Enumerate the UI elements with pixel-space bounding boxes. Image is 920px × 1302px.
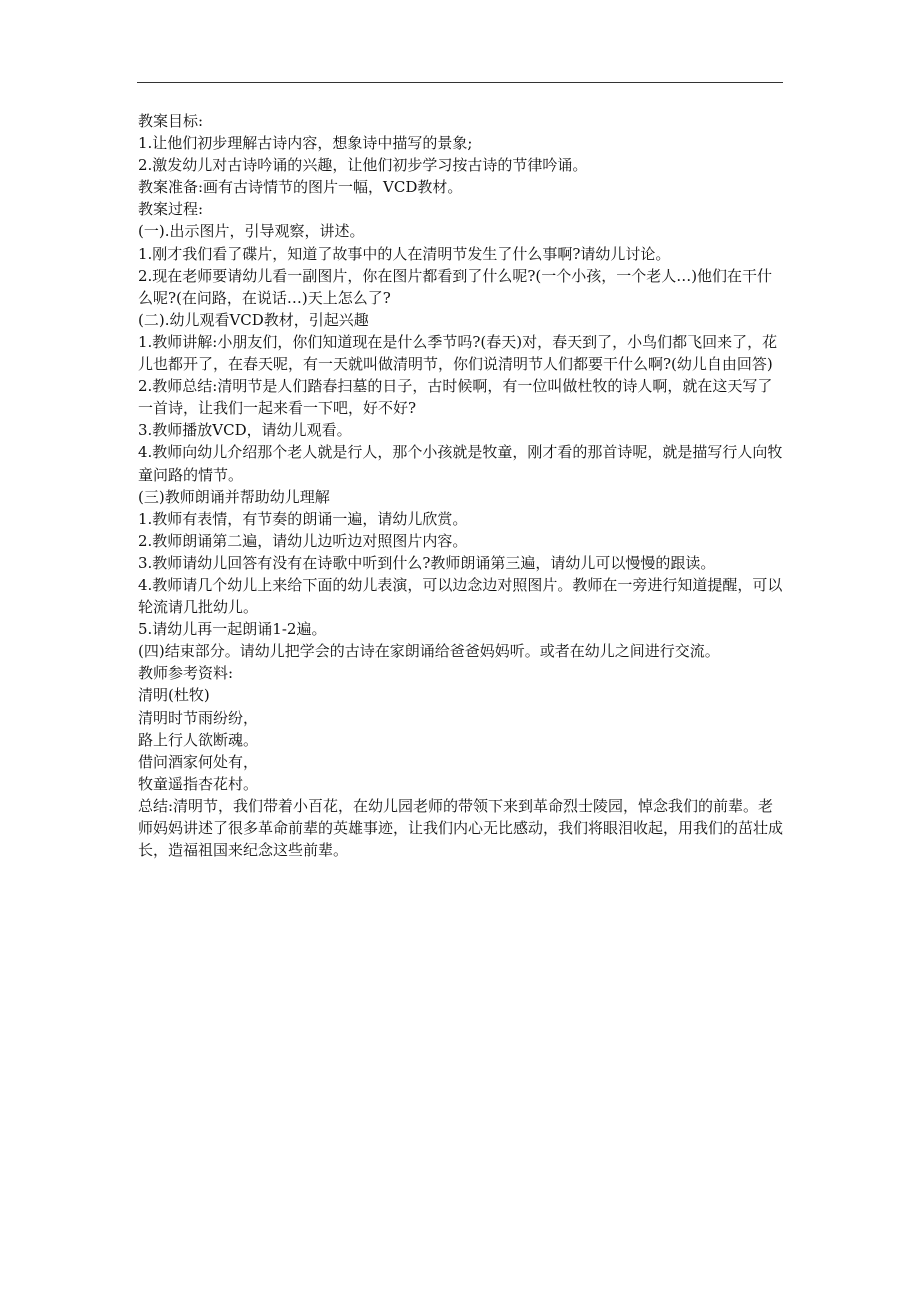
document-body <box>138 110 784 861</box>
section-heading: (三)教师朗诵并帮助幼儿理解 <box>138 487 330 506</box>
process-item: 4.教师请几个幼儿上来给下面的幼儿表演，可以边念边对照图片。教师在一旁进行知道提醒，可以轮流请几批幼儿。 <box>138 575 783 617</box>
section-heading: (二).幼儿观看VCD教材，引起兴趣 <box>138 310 369 329</box>
heading-reference: 教师参考资料: <box>138 664 234 683</box>
heading-objectives: 教案目标: <box>138 112 204 130</box>
process-item: 4.教师向幼儿介绍那个老人就是行人，那个小孩就是牧童，刚才看的那首诗呢，就是描写行人向牧童问路的情节。 <box>138 443 783 484</box>
process-item: 3.教师播放VCD，请幼儿观看。 <box>138 421 352 440</box>
process-item: 2.教师朗诵第二遍，请幼儿边听边对照图片内容。 <box>138 531 468 550</box>
header-rule <box>137 82 783 83</box>
process-item: 5.请幼儿再一起朗诵1-2遍。 <box>138 620 327 639</box>
process-item: 2.现在老师要请幼儿看一副图片，你在图片都看到了什么呢?(一个小孩，一个老人…)他们在干什么呢?(在问路，在说话…)天上怎么了? <box>138 266 773 307</box>
heading-process: 教案过程: <box>138 200 204 219</box>
summary-paragraph: 总结:清明节，我们带着小百花，在幼儿园老师的带领下来到革命烈士陵园，悼念我们的前辈。老师妈妈讲述了很多革命前辈的英雄事迹，让我们内心无比感动，我们将眼泪收起，用我们的茁壮成长，造福祖国来纪念这些前辈。 <box>138 796 784 860</box>
objective-item: 1.让他们初步理解古诗内容，想象诗中描写的景象; <box>138 134 473 153</box>
poem-line: 牧童遥指杏花村。 <box>138 774 259 793</box>
poem-title: 清明(杜牧) <box>138 686 210 705</box>
section-heading: (一).出示图片，引导观察，讲述。 <box>138 222 365 241</box>
section-heading: (四)结束部分。请幼儿把学会的古诗在家朗诵给爸爸妈妈听。或者在幼儿之间进行交流。 <box>138 642 720 661</box>
process-item: 1.教师有表情，有节奏的朗诵一遍，请幼儿欣赏。 <box>138 509 468 528</box>
poem-line: 清明时节雨纷纷， <box>138 708 259 727</box>
process-item: 1.刚才我们看了碟片，知道了故事中的人在清明节发生了什么事啊?请幼儿讨论。 <box>138 244 671 263</box>
poem-line: 路上行人欲断魂。 <box>138 730 259 749</box>
process-item: 2.教师总结:清明节是人们踏春扫墓的日子，古时候啊，有一位叫做杜牧的诗人啊，就在这天写了一首诗，让我们一起来看一下吧，好不好? <box>138 377 773 418</box>
process-item: 3.教师请幼儿回答有没有在诗歌中听到什么?教师朗诵第三遍，请幼儿可以慢慢的跟读。 <box>138 553 716 572</box>
objective-item: 2.激发幼儿对古诗吟诵的兴趣，让他们初步学习按古诗的节律吟诵。 <box>138 156 588 175</box>
preparation-paragraph: 教案准备:画有古诗情节的图片一幅，VCD教材。 <box>138 178 463 197</box>
process-item: 1.教师讲解:小朋友们，你们知道现在是什么季节吗?(春天)对，春天到了，小鸟们都飞回来了，花儿也都开了，在春天呢，有一天就叫做清明节，你们说清明节人们都要干什么啊?(幼儿自由回答) <box>138 332 778 374</box>
poem-line: 借问酒家何处有， <box>138 752 259 771</box>
